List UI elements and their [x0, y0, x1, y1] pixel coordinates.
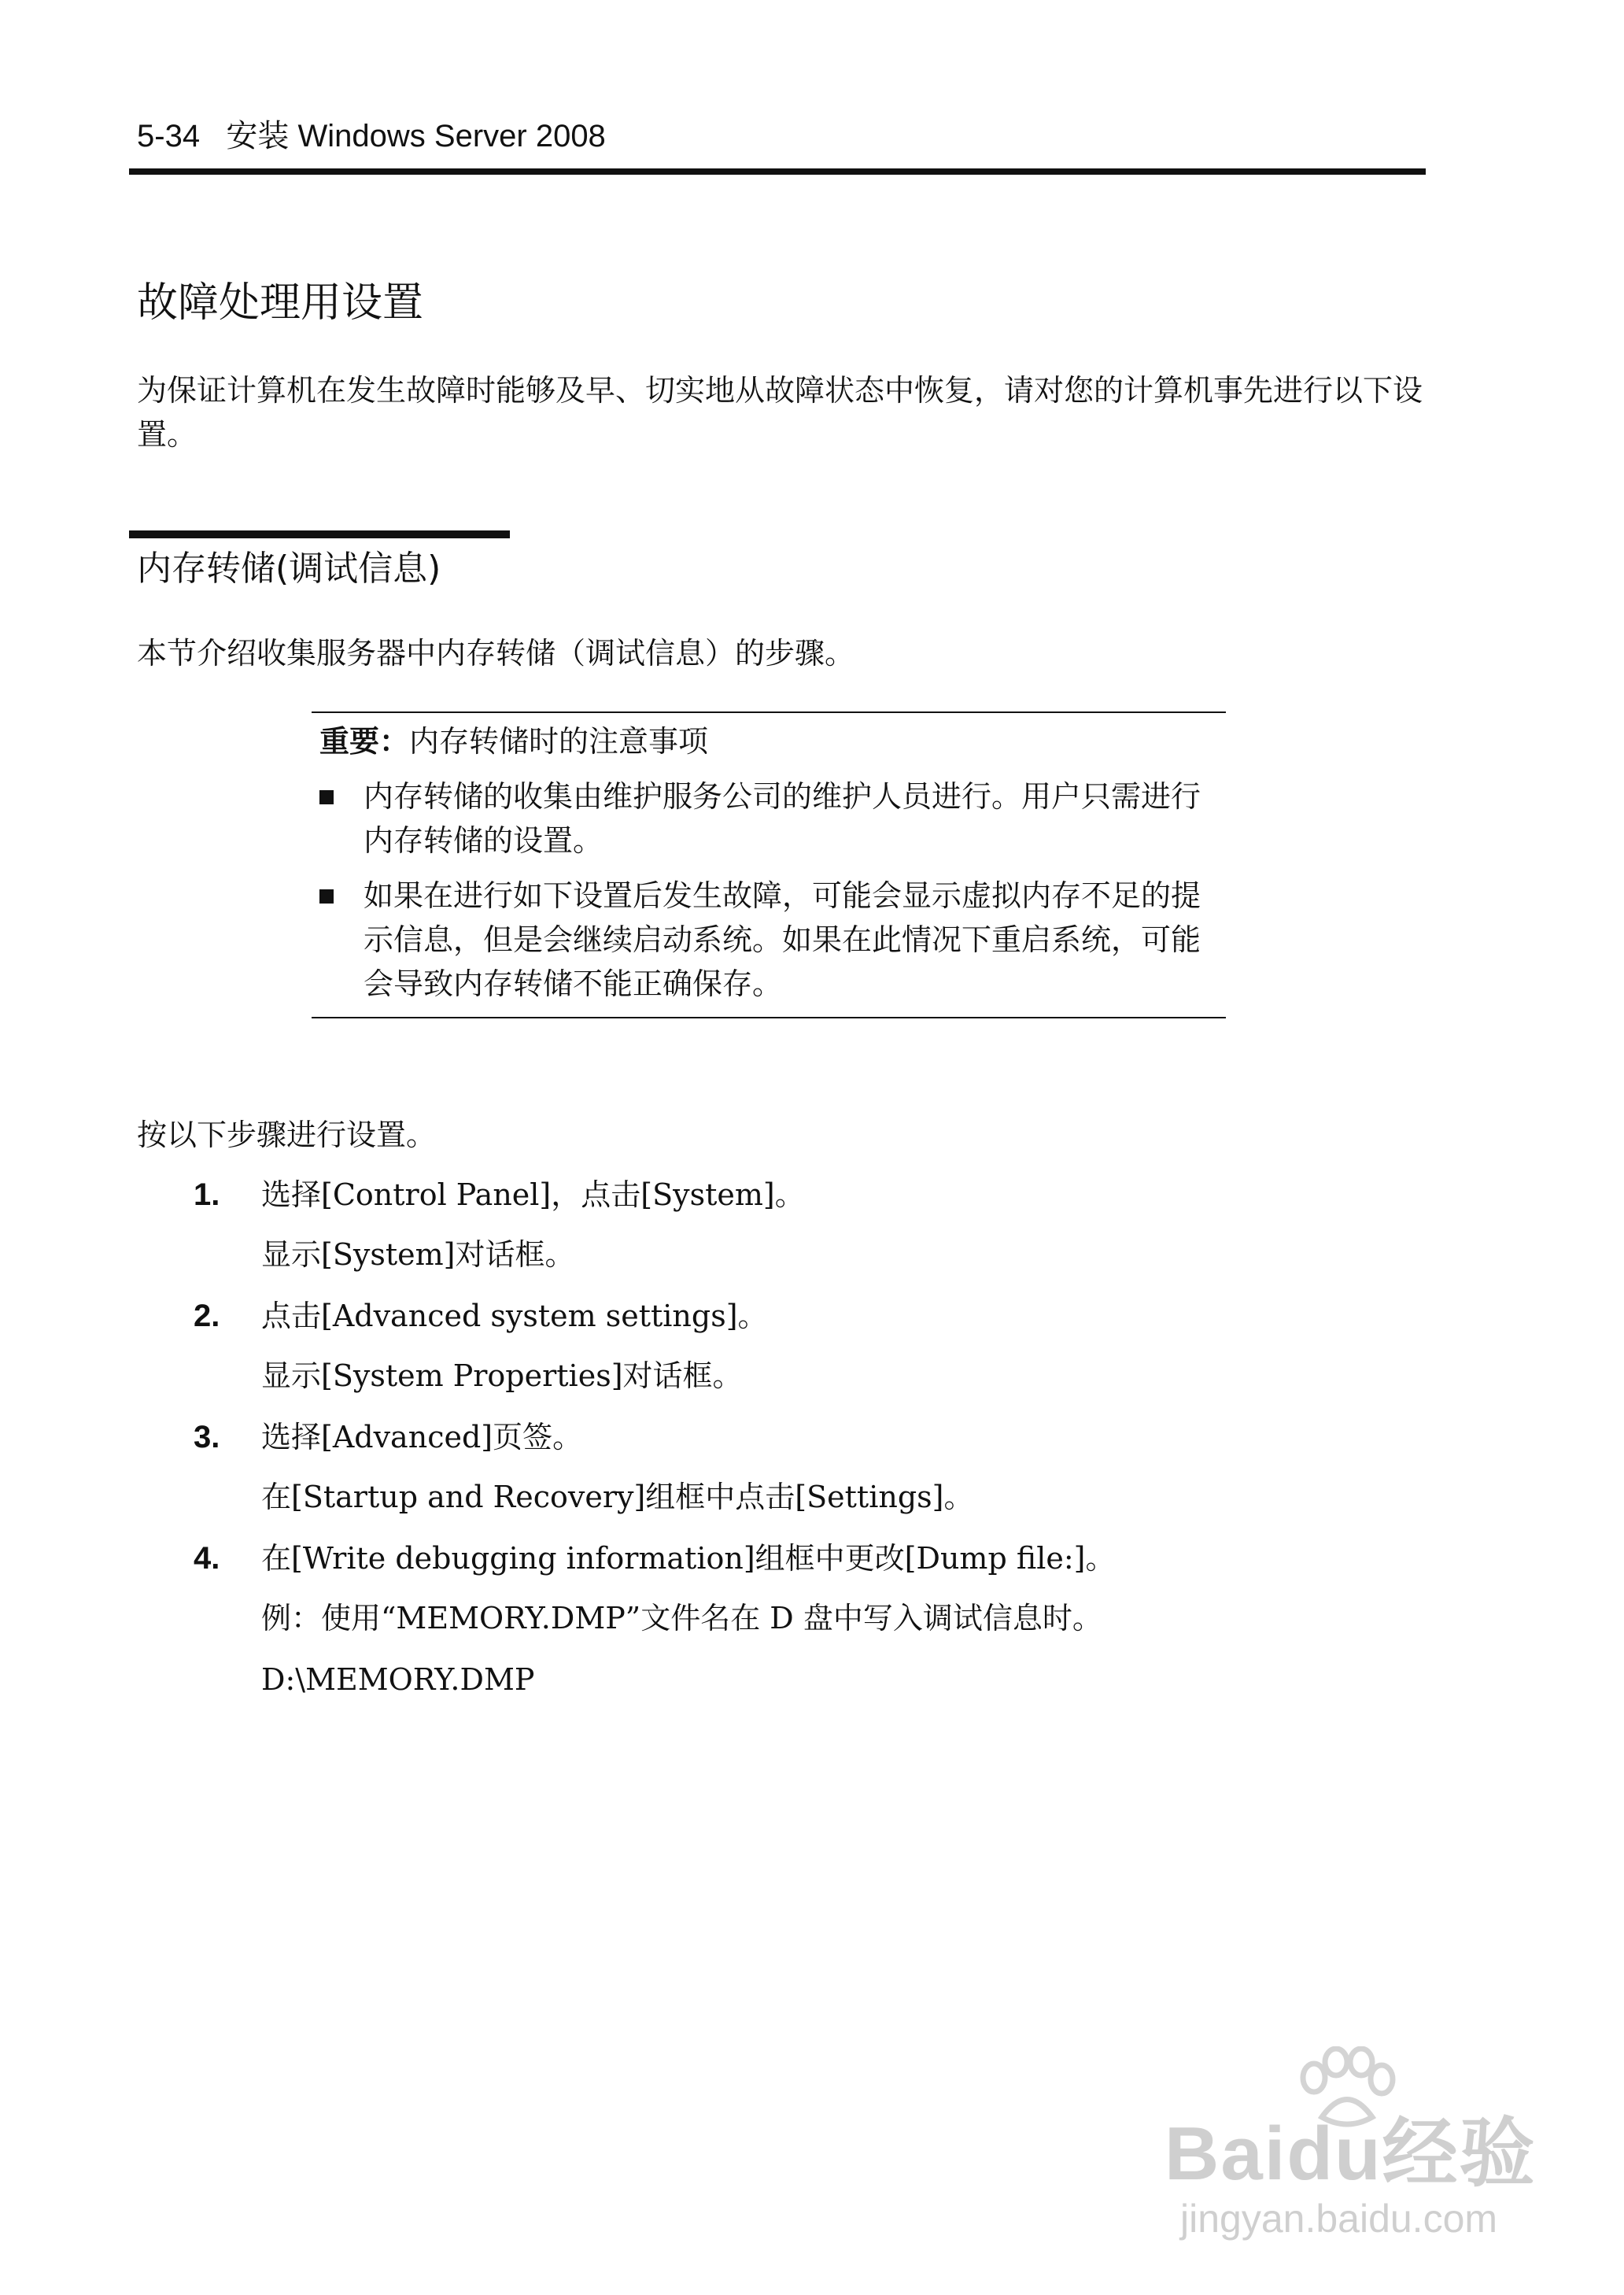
- step-detail: 显示[System Properties]对话框。: [261, 1358, 743, 1393]
- note-label: 重要：: [319, 723, 410, 759]
- step-detail: 在[Startup and Recovery]组框中点击[Settings]。: [261, 1480, 974, 1514]
- step-number: 2.: [194, 1299, 220, 1333]
- square-bullet-icon: [319, 889, 334, 904]
- section-title: 故障处理用设置: [137, 279, 424, 327]
- header-title: 安装 Windows Server 2008: [226, 119, 606, 153]
- intro-paragraph: 为保证计算机在发生故障时能够及早、切实地从故障状态中恢复，请对您的计算机事先进行以下设置。: [137, 373, 1423, 452]
- note-item-text: 内存转储的收集由维护服务公司的维护人员进行。用户只需进行内存转储的设置。: [364, 779, 1201, 858]
- step-detail-path: D:\MEMORY.DMP: [261, 1662, 535, 1697]
- header-rule: [129, 168, 1426, 175]
- step-text: 选择[Control Panel]，点击[System]。: [261, 1177, 805, 1212]
- note-title: [312, 719, 1226, 763]
- watermark-url: jingyan.baidu.com: [1180, 2197, 1498, 2241]
- subsection-bar: [129, 530, 510, 538]
- step-number: 4.: [194, 1541, 220, 1576]
- step-detail: 显示[System]对话框。: [261, 1237, 575, 1272]
- note-item: [312, 774, 1226, 863]
- page-header: [137, 116, 606, 156]
- step-text: 点击[Advanced system settings]。: [261, 1299, 768, 1333]
- step-text: 在[Write debugging information]组框中更改[Dump file:]。: [261, 1541, 1116, 1576]
- note-title-text: 内存转储时的注意事项: [409, 724, 709, 759]
- important-note: [312, 711, 1226, 1018]
- subsection-intro: 本节介绍收集服务器中内存转储（调试信息）的步骤。: [137, 636, 855, 671]
- page-number: 5-34: [137, 119, 201, 153]
- step-text: 选择[Advanced]页签。: [261, 1420, 583, 1454]
- subsection-title: 内存转储(调试信息): [137, 549, 441, 589]
- note-item-text: 如果在进行如下设置后发生故障，可能会显示虚拟内存不足的提示信息，但是会继续启动系统。如果在此情况下重启系统，可能会导致内存转储不能正确保存。: [364, 878, 1201, 1001]
- steps-intro: 按以下步骤进行设置。: [137, 1118, 437, 1152]
- watermark-logo: Baidu经验: [1164, 2112, 1537, 2196]
- step-number: 3.: [194, 1420, 220, 1454]
- step-number: 1.: [194, 1177, 220, 1212]
- note-item: [312, 874, 1226, 1006]
- step-detail: 例：使用“MEMORY.DMP”文件名在 D 盘中写入调试信息时。: [261, 1601, 1102, 1635]
- square-bullet-icon: [319, 790, 334, 804]
